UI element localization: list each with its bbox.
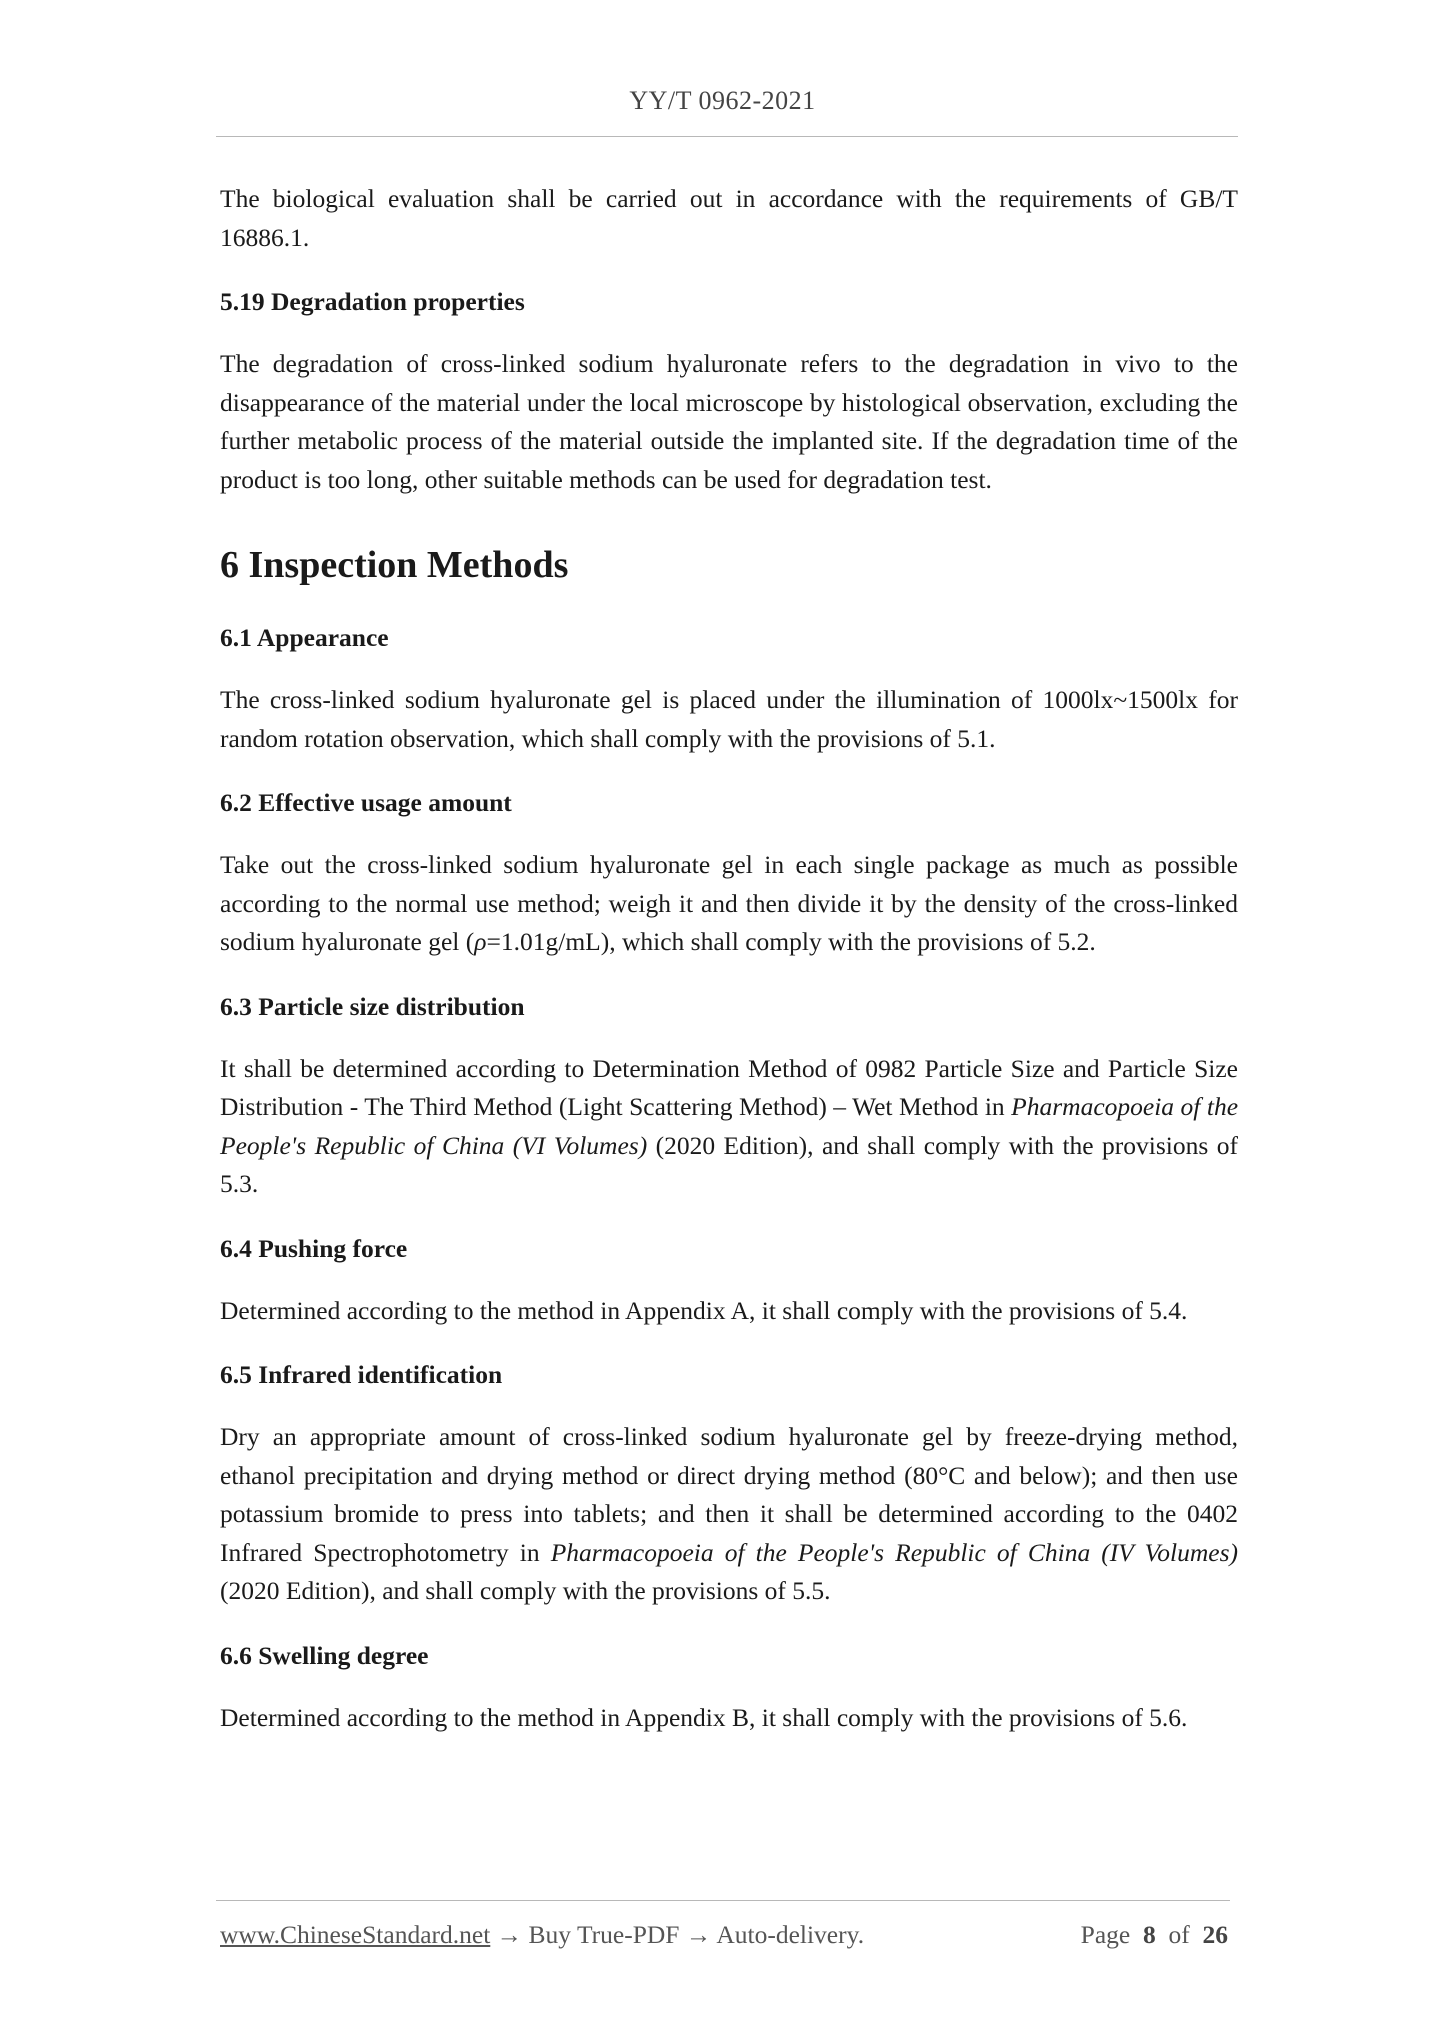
paragraph-6-5	[220, 1418, 1238, 1611]
paragraph-6-3-text-a: It shall be determined according to Determination Method of 0982 Particle Size and Particle Size Distribution - The Third Method (Light Scattering Method) – Wet Method in	[220, 1053, 1238, 1121]
pharmacopoeia-vi-title: Pharmacopoeia of the People's Republic of China (VI Volumes)	[220, 1092, 1239, 1160]
footer-page-number	[1081, 1920, 1228, 1950]
header-rule	[216, 136, 1238, 137]
rho-symbol: ρ	[474, 927, 487, 956]
paragraph-6-5-text-b: (2020 Edition), and shall comply with the provisions of 5.5.	[220, 1576, 831, 1605]
paragraph-6-1: The cross-linked sodium hyaluronate gel is placed under the illumination of 1000lx~1500lx for random rotation observation, which shall comply with the provisions of 5.1.	[220, 685, 1238, 753]
footer-website-link[interactable]: www.ChineseStandard.net	[220, 1920, 491, 1949]
heading-6-1: 6.1 Appearance	[220, 623, 389, 652]
footer-rule	[216, 1900, 1230, 1901]
paragraph-6-5-text-a: Dry an appropriate amount of cross-linked sodium hyaluronate gel by freeze-drying method, ethanol precipitation and drying method or direct drying method (80°C and below); and then use potassium bromide to press into tablets; and then it shall be determined according to the 0402 Infrared Spectrophotometry in	[220, 1422, 1238, 1567]
paragraph-6-2	[220, 846, 1238, 962]
paragraph-6-6: Determined according to the method in Appendix B, it shall comply with the provisions of 5.6.	[220, 1702, 1188, 1732]
heading-6-3: 6.3 Particle size distribution	[220, 991, 525, 1021]
of-label: of	[1168, 1920, 1190, 1949]
total-pages-number: 26	[1202, 1920, 1228, 1949]
heading-5-19: 5.19 Degradation properties	[220, 287, 525, 316]
header-standard-number: YY/T 0962-2021	[629, 86, 816, 115]
paragraph-biological-evaluation: The biological evaluation shall be carried out in accordance with the requirements of GB/T 16886.1.	[220, 184, 1238, 252]
page-label: Page	[1080, 1920, 1131, 1949]
heading-6-2: 6.2 Effective usage amount	[220, 788, 512, 817]
document-body	[220, 180, 1238, 1765]
paragraph-6-2-text-b: =1.01g/mL), which shall comply with the provisions of 5.2.	[486, 927, 1096, 956]
footer-promo	[220, 1920, 864, 1950]
paragraph-6-3	[220, 1050, 1238, 1204]
pharmacopoeia-iv-title: Pharmacopoeia of the People's Republic of China (IV Volumes)	[550, 1537, 1238, 1567]
paragraph-6-2-text-a: Take out the cross-linked sodium hyaluronate gel in each single package as much as possible according to the normal use method; weigh it and then divide it by the density of the cross-linked sodium hyaluronate gel (	[220, 850, 1238, 956]
footer-promo-text: → Buy True-PDF → Auto-delivery.	[490, 1920, 865, 1949]
heading-6-5: 6.5 Infrared identification	[220, 1360, 503, 1389]
heading-6-4: 6.4 Pushing force	[220, 1233, 408, 1263]
heading-chapter-6: 6 Inspection Methods	[220, 544, 569, 586]
paragraph-5-19: The degradation of cross-linked sodium hyaluronate refers to the degradation in vivo to the disappearance of the material under the local microscope by histological observation, excluding the further metabolic process of the material outside the implanted site. If the degradation time of the product is too long, other suitable methods can be used for degradation test.	[220, 349, 1238, 494]
current-page-number: 8	[1143, 1920, 1156, 1949]
paragraph-6-3-text-b: (2020 Edition), and shall comply with the provisions of 5.3.	[220, 1130, 1238, 1198]
heading-6-6: 6.6 Swelling degree	[220, 1640, 429, 1670]
paragraph-6-4: Determined according to the method in Appendix A, it shall comply with the provisions of 5.4.	[220, 1295, 1188, 1325]
